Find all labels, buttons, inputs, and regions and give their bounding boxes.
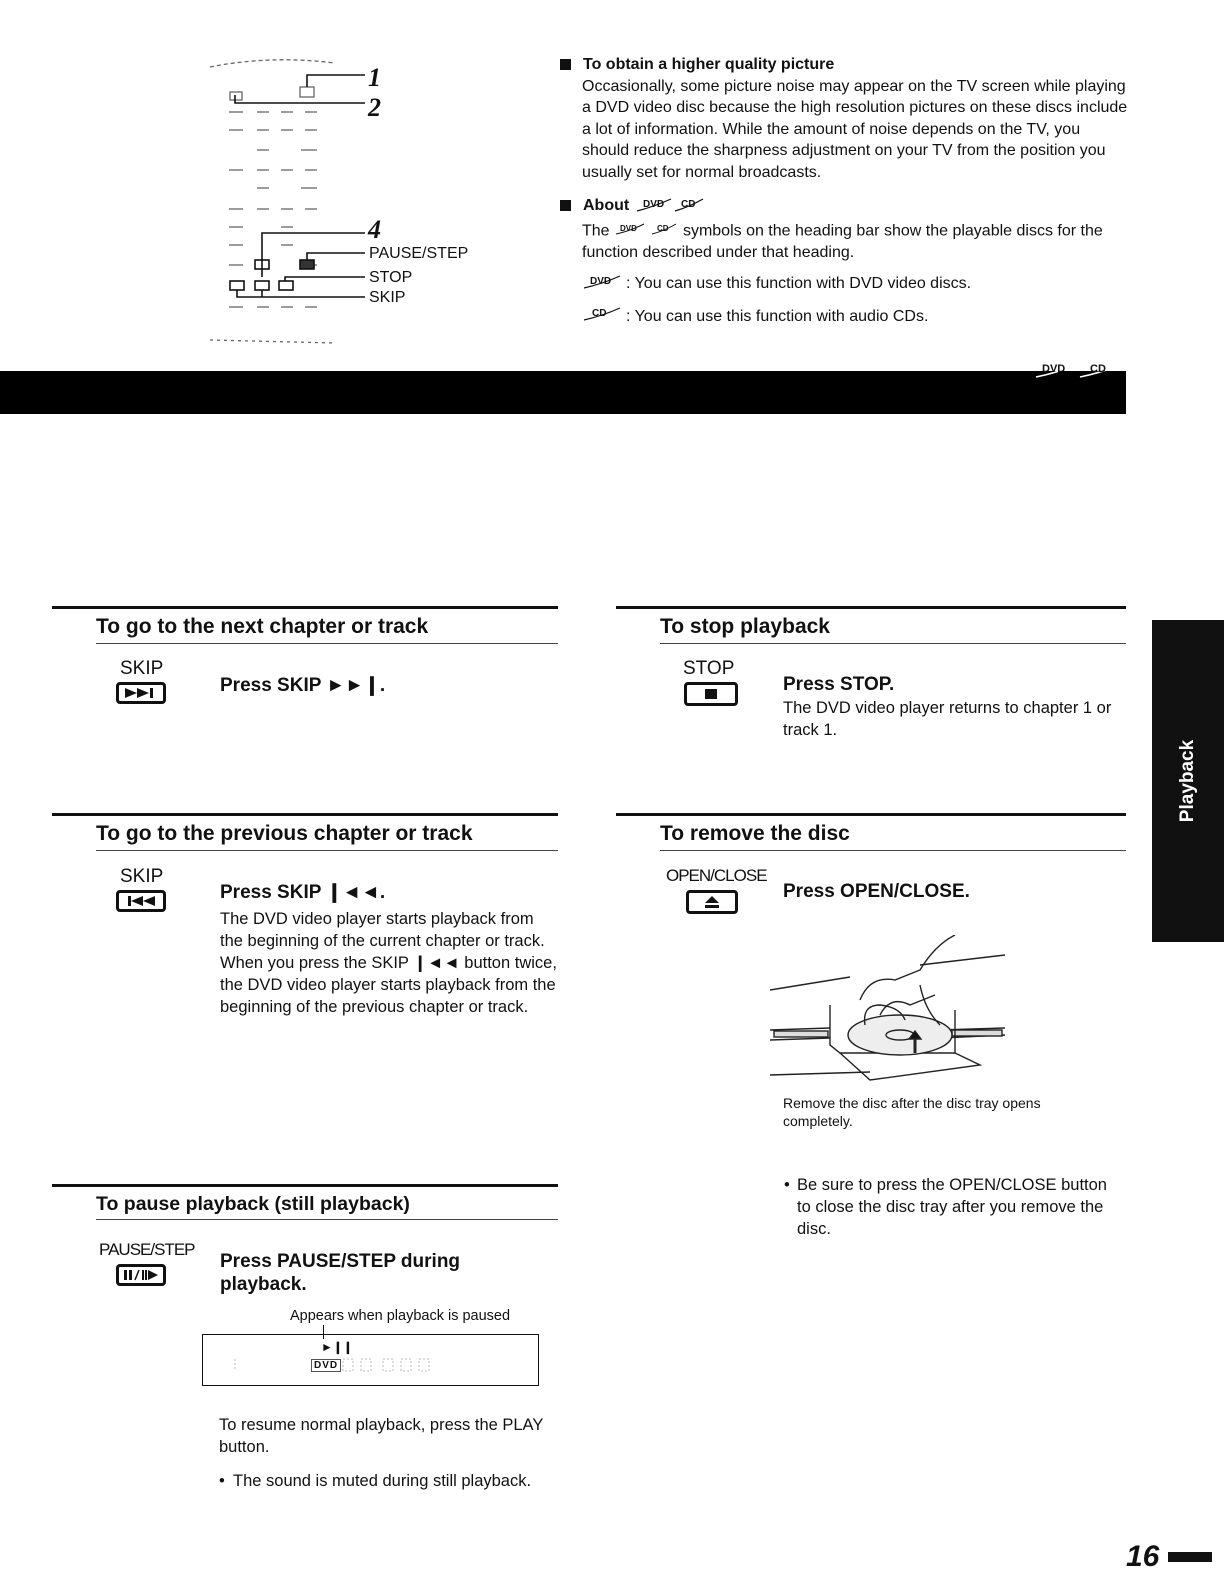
page-number: 16 (1126, 1540, 1160, 1573)
about-body: The DVD CD symbols on the heading bar show the playable discs for the function described under that heading. (582, 220, 1130, 264)
skip-label: SKIP (120, 658, 164, 679)
svg-text:DVD: DVD (620, 223, 637, 233)
section-rule (616, 606, 1126, 609)
svg-text:CD: CD (592, 308, 607, 319)
resume-note: To resume normal playback, press the PLAY button. (219, 1416, 544, 1456)
bullet-square-icon (560, 59, 571, 70)
callout-skip: SKIP (369, 289, 406, 306)
display-dvd-badge: DVD (311, 1359, 341, 1372)
pause-step-label: PAUSE/STEP (99, 1240, 195, 1259)
dvd-logo-icon (582, 272, 622, 297)
remote-control-illustration (205, 55, 485, 355)
remove-disc-title: To remove the disc (660, 822, 850, 845)
next-instruction: Press SKIP ►►❙. (220, 675, 386, 696)
cd-symbol-line: CD : You can use this function with audio CDs. (582, 304, 1130, 329)
open-close-button (686, 890, 738, 914)
section-rule (660, 643, 1126, 644)
section-rule (96, 643, 558, 644)
quality-heading: To obtain a higher quality picture (560, 54, 1130, 76)
front-panel-display (202, 1334, 539, 1386)
bullet-dot: • (219, 1472, 225, 1490)
disc-tray-illustration (770, 935, 1010, 1090)
callout-pause-step: PAUSE/STEP (369, 245, 469, 262)
stop-label: STOP (683, 658, 735, 679)
cd-logo-text: CD (681, 199, 696, 210)
callout-2: 2 (368, 93, 381, 122)
page-number-bar (1168, 1552, 1212, 1562)
svg-text:CD: CD (657, 223, 670, 233)
skip-label: SKIP (120, 866, 164, 887)
section-rule (660, 850, 1126, 851)
dvd-logo-text: DVD (643, 199, 665, 210)
pause-instruction: Press PAUSE/STEP during playback. (220, 1251, 461, 1295)
dvd-logo-icon (614, 220, 646, 243)
intro-notes (560, 54, 1130, 329)
pause-step-button (116, 1264, 166, 1286)
stop-icon (704, 688, 718, 700)
callout-stop: STOP (369, 269, 413, 286)
stop-title: To stop playback (660, 615, 830, 638)
open-close-note: Be sure to press the OPEN/CLOSE button to close the disc tray after you remove the disc. (797, 1176, 1107, 1238)
remove-instruction: Press OPEN/CLOSE. (783, 881, 970, 902)
quality-body: Occasionally, some picture noise may appear on the TV screen while playing a DVD video disc because the high resolution pictures on these discs include a lot of information. While the amount of noise depends on the TV, you should reduce the sharpness adjustment on your TV from the position you usually set for normal broadcasts. (582, 77, 1128, 181)
dvd-logo-icon (635, 195, 673, 220)
eject-icon (704, 895, 720, 909)
pause-step-icon (122, 1269, 160, 1281)
previous-instruction: Press SKIP ❙◄◄. (220, 882, 386, 903)
callout-1: 1 (368, 63, 381, 92)
heading-bar (0, 363, 1126, 414)
dvd-symbol-line: DVD : You can use this function with DVD video discs. (582, 272, 1130, 297)
next-chapter-title: To go to the next chapter or track (96, 615, 429, 638)
section-rule (616, 813, 1126, 816)
pause-indicator: ►❙❙ (321, 1340, 353, 1354)
disc-removal-drawing (770, 935, 1010, 1085)
previous-description: The DVD video player starts playback from the beginning of the current chapter or track. When you press the SKIP ❙◄◄ button twice, the DVD video player starts playback from the beginning of the previous chapter or track. (220, 910, 557, 1016)
display-caption: Appears when playback is paused (290, 1308, 511, 1324)
stop-instruction: Press STOP. (783, 674, 895, 695)
segment-display-icon (223, 1355, 433, 1375)
svg-text:DVD: DVD (590, 275, 612, 287)
cd-logo-icon (673, 195, 705, 220)
skip-back-button (116, 890, 166, 912)
section-rule (52, 813, 558, 816)
bullet-dot: • (784, 1176, 790, 1194)
bar-dvd-logo: DVD (1042, 363, 1066, 375)
bar-cd-logo: CD (1090, 363, 1106, 375)
previous-chapter-title: To go to the previous chapter or track (96, 822, 473, 845)
section-rule (96, 850, 558, 851)
playback-side-tab (1152, 620, 1224, 942)
stop-description: The DVD video player returns to chapter 1 or track 1. (783, 699, 1112, 739)
section-rule (52, 1184, 558, 1187)
pause-title: To pause playback (still playback) (96, 1193, 410, 1215)
cd-logo-icon (650, 220, 678, 243)
cd-logo-icon (582, 304, 622, 329)
about-heading: About DVD CD (560, 195, 1130, 220)
callout-4: 4 (368, 215, 381, 244)
skip-back-icon (123, 895, 159, 907)
section-rule (96, 1219, 558, 1220)
bullet-square-icon (560, 200, 571, 211)
remote-control-drawing (205, 55, 485, 355)
open-close-label: OPEN/CLOSE (666, 866, 767, 885)
heading-bar-disc-logos (1034, 357, 1124, 386)
skip-forward-button (116, 682, 166, 704)
stop-button (684, 682, 738, 706)
skip-forward-icon (123, 687, 159, 699)
mute-note: The sound is muted during still playback. (233, 1472, 532, 1490)
section-rule (52, 606, 558, 609)
disc-removal-caption: Remove the disc after the disc tray opens completely. (783, 1095, 1041, 1129)
side-tab-label: Playback (1177, 739, 1198, 823)
